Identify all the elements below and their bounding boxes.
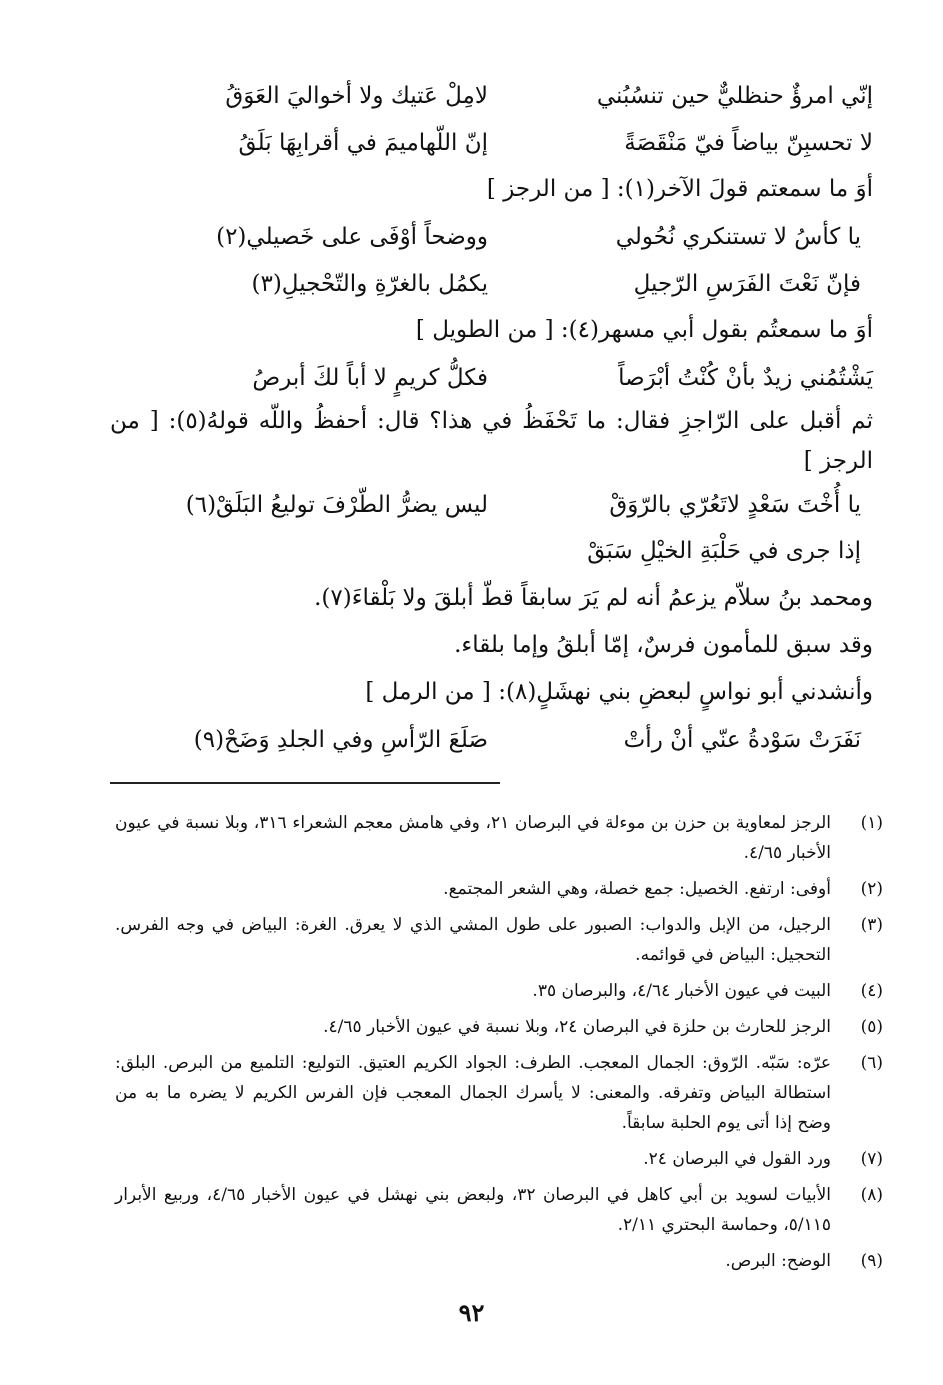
verse-line: [110, 716, 873, 763]
footnote-number: (٥): [860, 1017, 883, 1037]
footnote-number: (٨): [860, 1185, 883, 1205]
prose-paragraph: وقد سبق للمأمون فرسٌ، إمّا أبلقُ وإما بلقاء.: [454, 632, 873, 658]
footnote-text: الرجيل، من الإبل والدواب: الصبور على طول المشي الذي لا يعرق. الغرة: البياض في وجه الفرس. التحجيل: البياض في قوائمه.: [115, 915, 831, 965]
footnotes: [115, 808, 883, 1282]
footnote: [115, 874, 883, 904]
footnote-number: (٩): [860, 1251, 883, 1271]
footnote-number: (٢): [860, 879, 883, 899]
verse-line: [110, 354, 873, 401]
intro-line: أوَ ما سمعتُم بقول أبي مسهر(٤): [ من الطويل ]: [415, 317, 873, 343]
footnote: [115, 1144, 883, 1174]
verse-hemistich-first: لا تحسبِنّ بياضاً فيّ مَنْقَصَةً: [624, 129, 873, 156]
verse-hemistich-second: ووضحاً أوْفَى على خَصيلي(٢): [216, 223, 488, 250]
footnote-text: الرجز للحارث بن حلزة في البرصان ٢٤، وبلا نسبة في عيون الأخبار ٤/٦٥.: [323, 1017, 831, 1037]
verse-hemistich-second: يكمُل بالغرّةِ والتّحْجيلِ(٣): [251, 270, 488, 297]
footnote-text: الرجز لمعاوية بن حزن بن موءلة في البرصان ٢١، وفي هامش معجم الشعراء ٣١٦، وبلا نسبة في عيون الأخبار ٤/٦٥.: [115, 813, 831, 863]
page-number: ٩٢: [458, 1298, 485, 1327]
verse-hemistich-second: ليس يضرُّ الطّرْفَ توليعُ البَلَقْ(٦): [185, 491, 488, 518]
prose-paragraph: ثم أقبل على الرّاجزِ فقال: ما تَحْفَظُ في هذا؟ قال: أحفظُ واللّه قولهُ(٥): [ من الرجز ]: [110, 408, 873, 474]
footnote-number: (٧): [860, 1149, 883, 1169]
footnote-text: الأبيات لسويد بن أبي كاهل في البرصان ٣٢، ولبعض بني نهشل في عيون الأخبار ٤/٦٥، وربيع الأبرار ٥/١١٥، وحماسة البحتري ٢/١١.: [115, 1185, 831, 1235]
main-text: [110, 72, 873, 763]
verse-hemistich-first: يا أُخْتَ سَعْدٍ لاتَعُرّي بالرّوَقْ: [609, 491, 861, 518]
verse-line: [110, 481, 873, 528]
verse-line: [110, 260, 873, 307]
footnote-text: ورد القول في البرصان ٢٤.: [643, 1149, 831, 1169]
footnote: [115, 1180, 883, 1240]
verse-hemistich-first: فإنّ نَعْتَ الفَرَسِ الرّجيلِ: [633, 270, 861, 297]
footnote: [115, 1246, 883, 1276]
verse-line: [110, 72, 873, 119]
footnote-number: (٦): [860, 1053, 883, 1073]
verse-hemistich-first: يَشْتُمُني زيدٌ بأنْ كُنْتُ أبْرَصاً: [618, 364, 873, 391]
footnote: [115, 976, 883, 1006]
footnote: [115, 808, 883, 868]
footnote-text: البيت في عيون الأخبار ٤/٦٤، والبرصان ٣٥.: [532, 981, 831, 1001]
footnote-text: الوضح: البرص.: [725, 1251, 831, 1271]
verse-line: [110, 119, 873, 166]
footnote: [115, 1048, 883, 1138]
verse-hemistich-first: نَفَرَتْ سَوْدةُ عنّي أنْ رأتْ: [623, 726, 861, 753]
footnote: [115, 910, 883, 970]
footnote-number: (١): [860, 813, 883, 833]
verse-hemistich-first: إنّي امرؤٌ حنظليٌّ حين تنسُبُني: [596, 82, 873, 109]
verse-hemistich-second: صَلَعَ الرّأسِ وفي الجلدِ وَضَحْ(٩): [193, 726, 488, 753]
footnote-divider: [110, 782, 500, 784]
verse-hemistich-second: فكلُّ كريمٍ لا أباً لكَ أبرصُ: [252, 364, 488, 391]
verse-line: [110, 213, 873, 260]
prose-paragraph: ومحمد بنُ سلاّم يزعمُ أنه لم يَرَ سابقاً قطّ أبلقَ ولا بَلْقاءَ(٧).: [314, 585, 873, 611]
footnote: [115, 1012, 883, 1042]
footnote-number: (٤): [860, 981, 883, 1001]
intro-line: وأنشدني أبو نواسٍ لبعضِ بني نهشَلٍ(٨): [ من الرمل ]: [365, 679, 873, 705]
intro-line: أوَ ما سمعتم قولَ الآخر(١): [ من الرجز ]: [486, 176, 873, 202]
verse-single-line: إذا جرى في حَلْبَةِ الخيْلِ سَبَقْ: [587, 538, 861, 564]
verse-hemistich-first: يا كأسُ لا تستنكري نُحُولي: [615, 223, 861, 250]
footnote-number: (٣): [860, 915, 883, 935]
footnote-text: أوفى: ارتفع. الخصيل: جمع خصلة، وهي الشعر المجتمع.: [443, 879, 831, 899]
footnote-text: عرّه: سَبّه. الرّوق: الجمال المعجب. الطرف: الجواد الكريم العتيق. التوليع: التلميع من البرص. البلق: استطالة البياض وتفرقه. والمعنى: لا يأسرك الجمال المعجب فإن الفرس الكريم لا يضره ما به من وضح إذا أتى يوم الحلبة سابقاً.: [115, 1053, 831, 1133]
verse-hemistich-second: لامِلْ عَتيك ولا أخواليَ العَوَقُ: [225, 82, 488, 109]
verse-hemistich-second: إنّ اللّهاميمَ في أقرابِهَا بَلَقُ: [238, 129, 488, 156]
